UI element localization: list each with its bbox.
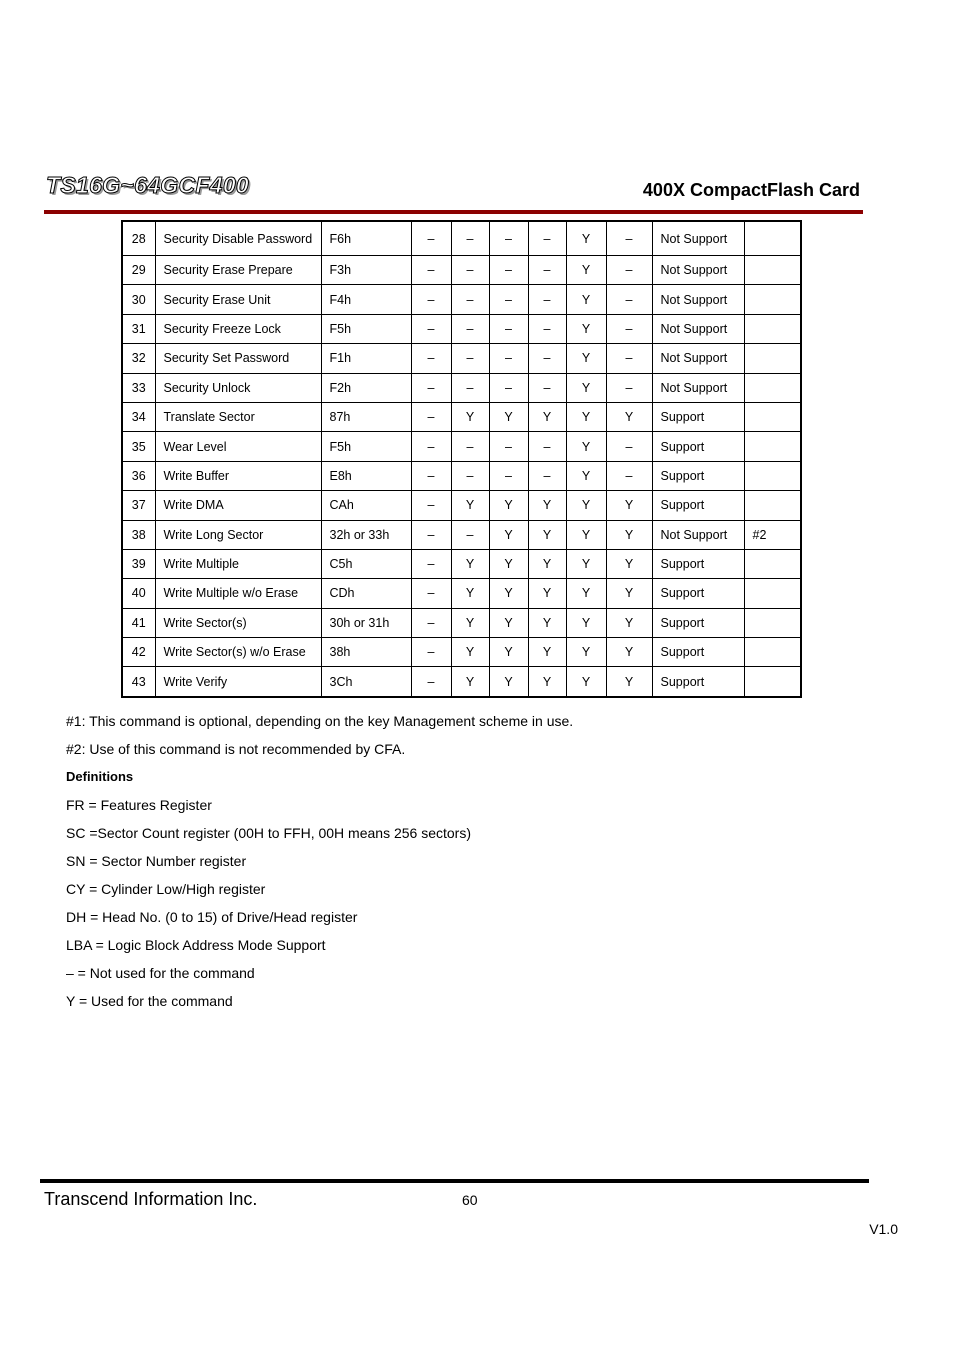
- table-cell: Y: [566, 549, 606, 578]
- table-cell: –: [411, 638, 451, 667]
- table-cell: –: [606, 344, 652, 373]
- table-cell: –: [528, 285, 566, 314]
- table-row: [122, 221, 801, 256]
- table-cell: –: [411, 314, 451, 343]
- table-cell: Y: [606, 520, 652, 549]
- table-cell: –: [606, 221, 652, 256]
- table-cell: –: [451, 461, 489, 490]
- table-cell: –: [411, 285, 451, 314]
- table-cell: [744, 314, 801, 343]
- table-cell: Y: [451, 638, 489, 667]
- table-cell: Y: [566, 373, 606, 402]
- table-cell: Support: [652, 432, 744, 461]
- table-cell: Write DMA: [155, 491, 321, 520]
- table-cell: 30: [122, 285, 155, 314]
- table-cell: [744, 221, 801, 256]
- table-cell: –: [489, 221, 528, 256]
- table-cell: Security Erase Unit: [155, 285, 321, 314]
- table-cell: Y: [566, 432, 606, 461]
- table-cell: Y: [566, 344, 606, 373]
- table-cell: Write Multiple w/o Erase: [155, 579, 321, 608]
- table-cell: CDh: [321, 579, 411, 608]
- table-row: [122, 285, 801, 314]
- table-cell: 35: [122, 432, 155, 461]
- command-table: [121, 220, 802, 698]
- definitions-heading: Definitions: [66, 769, 134, 784]
- table-cell: –: [489, 432, 528, 461]
- table-cell: 42: [122, 638, 155, 667]
- table-cell: E8h: [321, 461, 411, 490]
- table-cell: Y: [489, 402, 528, 431]
- table-cell: –: [528, 221, 566, 256]
- table-cell: –: [411, 667, 451, 697]
- company-name: Transcend Information Inc.: [44, 1189, 258, 1209]
- table-cell: Write Verify: [155, 667, 321, 697]
- table-cell: 39: [122, 549, 155, 578]
- table-cell: Support: [652, 549, 744, 578]
- table-cell: Y: [566, 256, 606, 285]
- table-cell: 31: [122, 314, 155, 343]
- table-row: [122, 549, 801, 578]
- table-cell: Y: [606, 638, 652, 667]
- command-table-body: [122, 221, 801, 697]
- table-cell: Y: [606, 667, 652, 697]
- table-cell: –: [451, 344, 489, 373]
- table-cell: 34: [122, 402, 155, 431]
- table-cell: Write Long Sector: [155, 520, 321, 549]
- table-cell: Y: [489, 491, 528, 520]
- table-cell: Y: [489, 638, 528, 667]
- page-number: 60: [462, 1192, 478, 1208]
- table-cell: Not Support: [652, 520, 744, 549]
- table-cell: 3Ch: [321, 667, 411, 697]
- table-cell: Y: [566, 221, 606, 256]
- table-cell: –: [411, 579, 451, 608]
- document-version: V1.0: [869, 1221, 898, 1237]
- table-cell: [744, 402, 801, 431]
- table-cell: F5h: [321, 432, 411, 461]
- table-cell: Not Support: [652, 344, 744, 373]
- table-cell: –: [411, 608, 451, 637]
- table-row: [122, 520, 801, 549]
- table-cell: Y: [528, 491, 566, 520]
- table-cell: Y: [489, 667, 528, 697]
- definition-item: SC =Sector Count register (00H to FFH, 00H means 256 sectors): [66, 825, 471, 841]
- table-cell: 41: [122, 608, 155, 637]
- definition-item: Y = Used for the command: [66, 993, 233, 1009]
- table-cell: Y: [528, 402, 566, 431]
- table-cell: –: [528, 256, 566, 285]
- table-cell: Wear Level: [155, 432, 321, 461]
- table-cell: Y: [566, 579, 606, 608]
- table-cell: –: [606, 461, 652, 490]
- table-cell: 32h or 33h: [321, 520, 411, 549]
- table-cell: Y: [606, 579, 652, 608]
- table-cell: 33: [122, 373, 155, 402]
- table-cell: 30h or 31h: [321, 608, 411, 637]
- table-cell: Y: [566, 402, 606, 431]
- table-cell: Security Freeze Lock: [155, 314, 321, 343]
- table-cell: –: [606, 432, 652, 461]
- table-cell: –: [451, 520, 489, 549]
- table-cell: Y: [489, 549, 528, 578]
- table-cell: 32: [122, 344, 155, 373]
- table-row: [122, 491, 801, 520]
- footnote-2: #2: Use of this command is not recommended by CFA.: [66, 741, 406, 757]
- table-cell: [744, 579, 801, 608]
- table-cell: Support: [652, 608, 744, 637]
- table-cell: –: [528, 344, 566, 373]
- table-cell: Y: [528, 667, 566, 697]
- footer-rule: [40, 1179, 869, 1183]
- table-cell: Support: [652, 579, 744, 608]
- table-cell: 29: [122, 256, 155, 285]
- table-cell: –: [411, 344, 451, 373]
- table-cell: Support: [652, 491, 744, 520]
- table-cell: Y: [566, 491, 606, 520]
- table-cell: F3h: [321, 256, 411, 285]
- table-cell: [744, 373, 801, 402]
- table-cell: –: [528, 373, 566, 402]
- table-cell: Write Sector(s): [155, 608, 321, 637]
- table-cell: 38: [122, 520, 155, 549]
- table-cell: Y: [528, 608, 566, 637]
- table-cell: 87h: [321, 402, 411, 431]
- table-cell: Security Erase Prepare: [155, 256, 321, 285]
- table-cell: –: [489, 373, 528, 402]
- table-cell: Y: [566, 520, 606, 549]
- product-name: 400X CompactFlash Card: [642, 180, 860, 200]
- footnote-1: #1: This command is optional, depending on the key Management scheme in use.: [66, 713, 574, 729]
- table-cell: Y: [606, 491, 652, 520]
- table-cell: –: [411, 432, 451, 461]
- table-cell: Y: [566, 608, 606, 637]
- table-cell: F5h: [321, 314, 411, 343]
- table-cell: –: [606, 314, 652, 343]
- table-cell: –: [451, 256, 489, 285]
- table-cell: –: [451, 285, 489, 314]
- table-cell: Support: [652, 667, 744, 697]
- table-cell: –: [411, 549, 451, 578]
- table-cell: [744, 432, 801, 461]
- table-cell: [744, 608, 801, 637]
- table-cell: Not Support: [652, 314, 744, 343]
- definition-item: SN = Sector Number register: [66, 853, 247, 869]
- table-cell: [744, 491, 801, 520]
- table-cell: CAh: [321, 491, 411, 520]
- table-cell: –: [451, 221, 489, 256]
- table-cell: Security Set Password: [155, 344, 321, 373]
- table-cell: Write Sector(s) w/o Erase: [155, 638, 321, 667]
- table-cell: F6h: [321, 221, 411, 256]
- table-row: [122, 373, 801, 402]
- table-cell: –: [528, 461, 566, 490]
- table-cell: Y: [451, 579, 489, 608]
- table-cell: Support: [652, 638, 744, 667]
- table-cell: Support: [652, 461, 744, 490]
- table-cell: Not Support: [652, 373, 744, 402]
- table-cell: Support: [652, 402, 744, 431]
- table-cell: Y: [451, 549, 489, 578]
- table-cell: Y: [606, 608, 652, 637]
- table-cell: [744, 549, 801, 578]
- table-cell: Security Unlock: [155, 373, 321, 402]
- table-row: [122, 402, 801, 431]
- table-cell: #2: [744, 520, 801, 549]
- table-cell: –: [528, 432, 566, 461]
- table-cell: Not Support: [652, 256, 744, 285]
- table-cell: [744, 638, 801, 667]
- definition-item: DH = Head No. (0 to 15) of Drive/Head register: [66, 909, 358, 925]
- table-cell: –: [606, 285, 652, 314]
- table-cell: –: [528, 314, 566, 343]
- definition-item: LBA = Logic Block Address Mode Support: [66, 937, 326, 953]
- table-cell: Y: [451, 491, 489, 520]
- table-cell: Y: [528, 549, 566, 578]
- table-cell: F4h: [321, 285, 411, 314]
- table-cell: –: [451, 432, 489, 461]
- table-cell: Not Support: [652, 285, 744, 314]
- table-cell: Y: [489, 520, 528, 549]
- table-cell: –: [411, 373, 451, 402]
- table-row: [122, 314, 801, 343]
- table-cell: Y: [528, 520, 566, 549]
- table-cell: –: [411, 520, 451, 549]
- table-row: [122, 461, 801, 490]
- table-cell: –: [489, 314, 528, 343]
- table-cell: 38h: [321, 638, 411, 667]
- table-cell: [744, 285, 801, 314]
- table-cell: [744, 256, 801, 285]
- table-cell: –: [489, 461, 528, 490]
- table-cell: 28: [122, 221, 155, 256]
- table-row: [122, 638, 801, 667]
- table-cell: Security Disable Password: [155, 221, 321, 256]
- table-cell: Y: [606, 549, 652, 578]
- table-cell: Translate Sector: [155, 402, 321, 431]
- table-cell: 37: [122, 491, 155, 520]
- table-cell: –: [606, 373, 652, 402]
- table-cell: Y: [528, 638, 566, 667]
- table-cell: Y: [566, 285, 606, 314]
- table-cell: –: [411, 491, 451, 520]
- table-cell: –: [489, 285, 528, 314]
- table-cell: –: [451, 314, 489, 343]
- table-cell: Y: [566, 461, 606, 490]
- table-row: [122, 344, 801, 373]
- header-rule: [44, 210, 863, 214]
- table-cell: Write Buffer: [155, 461, 321, 490]
- table-cell: Y: [451, 608, 489, 637]
- table-row: [122, 608, 801, 637]
- definition-item: – = Not used for the command: [66, 965, 255, 981]
- table-cell: Not Support: [652, 221, 744, 256]
- table-cell: –: [489, 344, 528, 373]
- table-cell: Y: [566, 314, 606, 343]
- table-cell: 43: [122, 667, 155, 697]
- table-cell: C5h: [321, 549, 411, 578]
- table-cell: –: [411, 256, 451, 285]
- definition-item: CY = Cylinder Low/High register: [66, 881, 266, 897]
- table-cell: F1h: [321, 344, 411, 373]
- table-cell: Y: [528, 579, 566, 608]
- table-cell: –: [489, 256, 528, 285]
- table-cell: Y: [566, 667, 606, 697]
- table-cell: 40: [122, 579, 155, 608]
- table-cell: Y: [451, 667, 489, 697]
- table-cell: –: [451, 373, 489, 402]
- table-cell: Y: [566, 638, 606, 667]
- table-cell: Y: [451, 402, 489, 431]
- table-cell: –: [411, 461, 451, 490]
- table-cell: [744, 667, 801, 697]
- table-row: [122, 579, 801, 608]
- table-row: [122, 432, 801, 461]
- table-row: [122, 667, 801, 697]
- table-cell: –: [411, 402, 451, 431]
- notes-section: [66, 707, 573, 1015]
- table-cell: [744, 344, 801, 373]
- table-row: [122, 256, 801, 285]
- table-cell: Y: [489, 608, 528, 637]
- table-cell: –: [411, 221, 451, 256]
- table-cell: F2h: [321, 373, 411, 402]
- definition-item: FR = Features Register: [66, 797, 212, 813]
- table-cell: –: [606, 256, 652, 285]
- table-cell: [744, 461, 801, 490]
- table-cell: Write Multiple: [155, 549, 321, 578]
- table-cell: Y: [489, 579, 528, 608]
- table-cell: 36: [122, 461, 155, 490]
- table-cell: Y: [606, 402, 652, 431]
- model-title: TS16G~64GCF400: [46, 172, 250, 198]
